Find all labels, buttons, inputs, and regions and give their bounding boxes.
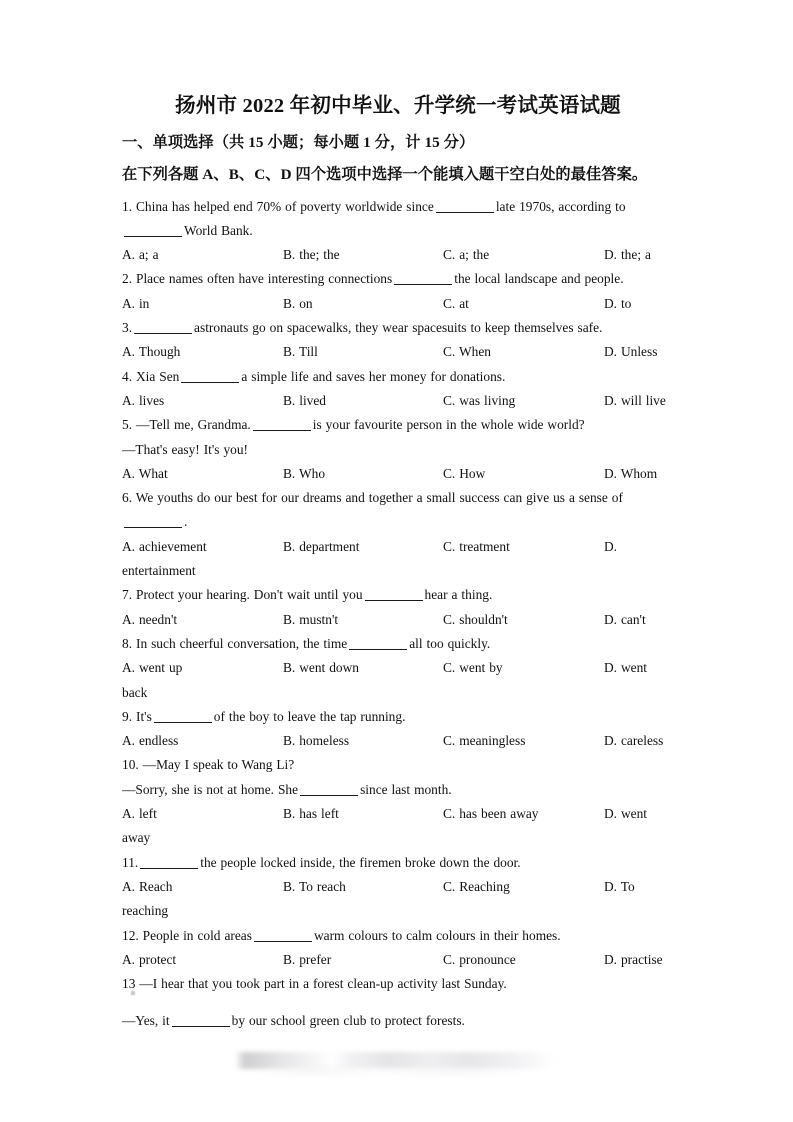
question-stem-text: 4. Xia Sen (122, 368, 180, 384)
question-stem: 6. We youths do our best for our dreams and together a small success can give us a sense of (122, 490, 623, 506)
question-stem-text: 1. China has helped end 70% of poverty worldwide since (122, 198, 434, 214)
answer-blank[interactable] (436, 212, 494, 213)
option-c[interactable]: C. shouldn't (443, 611, 508, 627)
question-stem-text: 7. Protect your hearing. Don't wait until you (122, 587, 363, 603)
answer-blank[interactable] (349, 649, 407, 650)
answer-blank[interactable] (365, 600, 423, 601)
question-stem-text: . (184, 514, 188, 530)
answer-blank[interactable] (134, 333, 192, 334)
option-a[interactable]: A. Though (122, 344, 181, 360)
option-d[interactable]: D. Whom (604, 465, 658, 481)
question-stem-text: astronauts go on spacewalks, they wear spacesuits to keep themselves safe. (194, 320, 603, 336)
option-c[interactable]: C. was living (443, 392, 516, 408)
option-b[interactable]: B. mustn't (283, 611, 339, 627)
option-d[interactable]: D. to (604, 295, 632, 311)
question-stem (122, 195, 674, 219)
question-block (122, 851, 674, 924)
option-row (122, 340, 674, 364)
option-a[interactable]: A. lives (122, 392, 165, 408)
option-a[interactable]: A. went up (122, 660, 183, 676)
question-block (122, 972, 674, 1034)
question-stem-text: the people locked inside, the firemen broke down the door. (200, 854, 521, 870)
option-d[interactable]: D. Unless (604, 344, 658, 360)
option-a[interactable]: A. a; a (122, 247, 159, 263)
option-c[interactable]: C. meaningless (443, 733, 526, 749)
option-d-wrapped[interactable]: back (122, 684, 148, 700)
option-b[interactable]: B. Who (283, 465, 326, 481)
option-b[interactable]: B. department (283, 538, 360, 554)
question-block (122, 632, 674, 705)
question-stem-text: a simple life and saves her money for donations. (241, 368, 506, 384)
answer-blank[interactable] (124, 236, 182, 237)
option-a[interactable]: A. endless (122, 733, 179, 749)
option-a[interactable]: A. Reach (122, 878, 173, 894)
question-stem-text: of the boy to leave the tap running. (213, 708, 406, 724)
question-stem-text: 2. Place names often have interesting connections (122, 271, 393, 287)
question-dialogue-reply (122, 778, 674, 802)
question-stem-continued (122, 510, 674, 534)
page-title: 扬州市 2022 年初中毕业、升学统一考试英语试题 (175, 95, 621, 117)
redacted-watermark-shadow (262, 1066, 530, 1076)
option-d-wrapped[interactable]: away (122, 830, 151, 846)
option-row (122, 243, 674, 267)
option-d[interactable]: D. will live (604, 392, 666, 408)
option-c[interactable]: C. When (443, 344, 491, 360)
option-d[interactable]: D. careless (604, 733, 664, 749)
question-stem-text: —Sorry, she is not at home. She (122, 781, 299, 797)
question-stem (122, 316, 674, 340)
option-d[interactable]: D. (604, 538, 618, 554)
question-stem: 13 —I hear that you took part in a forest clean-up activity last Sunday. (122, 976, 507, 992)
answer-blank[interactable] (172, 1026, 230, 1027)
option-row (122, 729, 674, 753)
question-dialogue-reply (122, 1009, 674, 1033)
scan-artifact-speckle (131, 991, 135, 995)
question-block (122, 267, 674, 316)
option-c[interactable]: C. treatment (443, 538, 510, 554)
answer-blank[interactable] (124, 527, 182, 528)
question-block (122, 705, 674, 754)
option-c[interactable]: C. at (443, 295, 469, 311)
option-d[interactable]: D. practise (604, 951, 663, 967)
question-block (122, 413, 674, 486)
section-instruction: 在下列各题 A、B、C、D 四个选项中选择一个能填入题干空白处的最佳答案。 (122, 166, 648, 184)
answer-blank[interactable] (300, 795, 358, 796)
question-stem (122, 583, 674, 607)
question-stem-text: —Yes, it (122, 1013, 170, 1029)
option-row (122, 535, 674, 559)
question-stem (122, 705, 674, 729)
answer-blank[interactable] (254, 941, 312, 942)
option-b[interactable]: B. lived (283, 392, 327, 408)
answer-blank[interactable] (394, 284, 452, 285)
document-body (122, 92, 674, 1034)
question-stem-text: the local landscape and people. (454, 271, 624, 287)
option-d-wrapped[interactable]: entertainment (122, 563, 196, 579)
option-b[interactable]: B. the; the (283, 247, 340, 263)
option-row (122, 802, 674, 826)
option-b[interactable]: B. prefer (283, 951, 332, 967)
question-stem-text: hear a thing. (424, 587, 493, 603)
option-b[interactable]: B. on (283, 295, 313, 311)
option-d[interactable]: D. can't (604, 611, 646, 627)
option-row (122, 462, 674, 486)
question-block (122, 486, 674, 583)
option-b[interactable]: B. went down (283, 660, 359, 676)
option-c[interactable]: C. a; the (443, 247, 490, 263)
question-stem-text: late 1970s, according to (495, 198, 626, 214)
question-stem-text: 8. In such cheerful conversation, the time (122, 635, 348, 651)
question-stem-text: 5. —Tell me, Grandma. (122, 417, 251, 433)
question-block (122, 365, 674, 414)
question-stem-text: 3. (122, 320, 133, 336)
option-c[interactable]: C. has been away (443, 806, 539, 822)
answer-blank[interactable] (253, 430, 311, 431)
question-stem-text: all too quickly. (409, 635, 491, 651)
option-a[interactable]: A. What (122, 465, 168, 481)
question-block (122, 195, 674, 268)
question-stem-text: 11. (122, 854, 139, 870)
question-stem (122, 365, 674, 389)
option-row (122, 389, 674, 413)
question-stem (122, 851, 674, 875)
redacted-watermark-bar (235, 1052, 557, 1069)
question-stem-text: is your favourite person in the whole wide world? (312, 417, 585, 433)
answer-blank[interactable] (140, 868, 198, 869)
question-stem-text: 9. It's (122, 708, 152, 724)
question-stem (122, 267, 674, 291)
question-stem-text: since last month. (360, 781, 452, 797)
question-stem-text: by our school green club to protect forests. (231, 1013, 465, 1029)
question-stem (122, 632, 674, 656)
option-d[interactable]: D. To (604, 878, 635, 894)
question-stem-text: World Bank. (184, 222, 253, 238)
option-b[interactable]: B. has left (283, 806, 339, 822)
question-block (122, 753, 674, 850)
option-a[interactable]: A. left (122, 806, 157, 822)
question-block (122, 316, 674, 365)
option-b[interactable]: B. homeless (283, 733, 350, 749)
option-row (122, 292, 674, 316)
option-d[interactable]: D. went (604, 660, 647, 676)
option-row (122, 656, 674, 680)
option-d-wrapped[interactable]: reaching (122, 903, 169, 919)
option-b[interactable]: B. To reach (283, 878, 346, 894)
option-a[interactable]: A. protect (122, 951, 177, 967)
question-stem: 10. —May I speak to Wang Li? (122, 757, 295, 773)
option-d[interactable]: D. the; a (604, 247, 651, 263)
option-d[interactable]: D. went (604, 806, 647, 822)
question-stem-text: warm colours to calm colours in their homes. (313, 927, 561, 943)
option-row (122, 875, 674, 899)
question-dialogue-reply: —That's easy! It's you! (122, 441, 248, 457)
question-block (122, 583, 674, 632)
question-block (122, 924, 674, 973)
question-stem-continued (122, 219, 674, 243)
option-c[interactable]: C. went by (443, 660, 503, 676)
answer-blank[interactable] (181, 382, 239, 383)
option-a[interactable]: A. in (122, 295, 150, 311)
option-b[interactable]: B. Till (283, 344, 318, 360)
option-row (122, 608, 674, 632)
answer-blank[interactable] (154, 722, 212, 723)
question-stem (122, 413, 674, 437)
question-stem-text: 12. People in cold areas (122, 927, 252, 943)
option-row (122, 948, 674, 972)
option-c[interactable]: C. How (443, 465, 486, 481)
question-stem (122, 924, 674, 948)
section-heading-part-one: 一、单项选择（共 15 小题；每小题 1 分，计 15 分） (122, 134, 475, 151)
option-c[interactable]: C. pronounce (443, 951, 516, 967)
option-c[interactable]: C. Reaching (443, 878, 510, 894)
option-a[interactable]: A. achievement (122, 538, 207, 554)
option-a[interactable]: A. needn't (122, 611, 178, 627)
